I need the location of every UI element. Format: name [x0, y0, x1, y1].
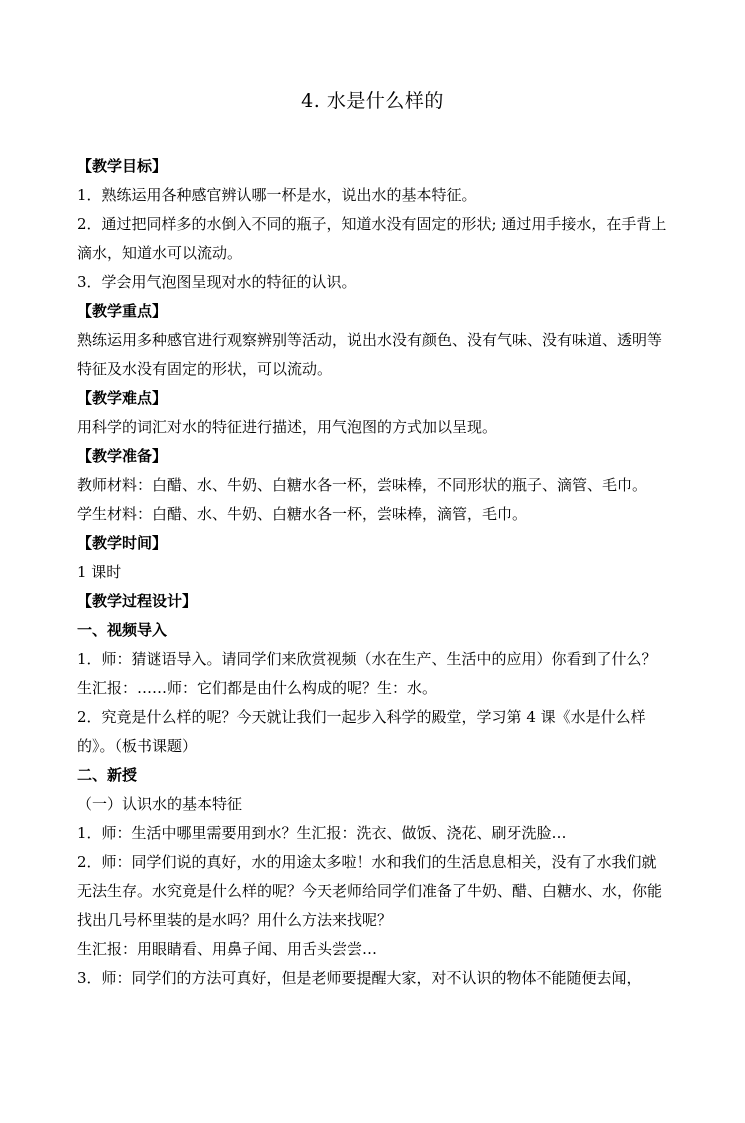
document-title: 4. 水是什么样的	[301, 90, 444, 112]
paragraph: 2．师：同学们说的真好，水的用途太多啦！水和我们的生活息息相关，没有了水我们就无法生存。水究竟是什么样的呢？今天老师给同学们准备了牛奶、醋、白糖水、水，你能找出几号杯里装的是水吗？用什么方法来找呢？	[77, 853, 663, 929]
paragraph: 3．学会用气泡图呈现对水的特征的认识。	[77, 273, 357, 291]
section-heading: 【教学准备】	[77, 447, 168, 465]
document-body	[77, 152, 671, 993]
section-heading: 【教学过程设计】	[77, 592, 198, 610]
paragraph: 1．熟练运用各种感官辨认哪一杯是水，说出水的基本特征。	[77, 186, 477, 204]
paragraph: 教师材料：白醋、水、牛奶、白糖水各一杯，尝味棒，不同形状的瓶子、滴管、毛巾。	[77, 476, 648, 494]
paragraph: （一）认识水的基本特征	[77, 795, 243, 813]
section-heading: 【教学难点】	[77, 389, 168, 407]
paragraph: 生汇报：用眼睛看、用鼻子闻、用舌头尝尝…	[77, 940, 378, 958]
paragraph: 熟练运用多种感官进行观察辨别等活动，说出水没有颜色、没有气味、没有味道、透明等特征及水没有固定的形状，可以流动。	[77, 331, 663, 378]
paragraph: 学生材料：白醋、水、牛奶、白糖水各一杯，尝味棒，滴管，毛巾。	[77, 505, 528, 523]
section-heading: 一、视频导入	[77, 621, 168, 639]
paragraph: 1．师：猜谜语导入。请同学们来欣赏视频（水在生产、生活中的应用）你看到了什么？	[77, 650, 657, 668]
paragraph: 3．师：同学们的方法可真好，但是老师要提醒大家，对不认识的物体不能随便去闻，	[77, 969, 642, 987]
section-heading: 【教学重点】	[77, 302, 168, 320]
paragraph: 1．师：生活中哪里需要用到水？生汇报：洗衣、做饭、浇花、刷牙洗脸…	[77, 824, 567, 842]
section-heading: 【教学目标】	[77, 157, 168, 175]
section-heading: 【教学时间】	[77, 534, 168, 552]
paragraph: 1 课时	[77, 563, 122, 581]
paragraph: 用科学的词汇对水的特征进行描述，用气泡图的方式加以呈现。	[77, 418, 498, 436]
paragraph: 生汇报：……师：它们都是由什么构成的呢？生：水。	[77, 679, 438, 697]
paragraph: 2．通过把同样多的水倒入不同的瓶子，知道水没有固定的形状; 通过用手接水，在手背上滴水，知道水可以流动。	[77, 215, 667, 262]
paragraph: 2．究竟是什么样的呢？今天就让我们一起步入科学的殿堂，学习第 4 课《水是什么样的》。（板书课题）	[77, 708, 646, 755]
section-heading: 二、新授	[77, 766, 138, 784]
